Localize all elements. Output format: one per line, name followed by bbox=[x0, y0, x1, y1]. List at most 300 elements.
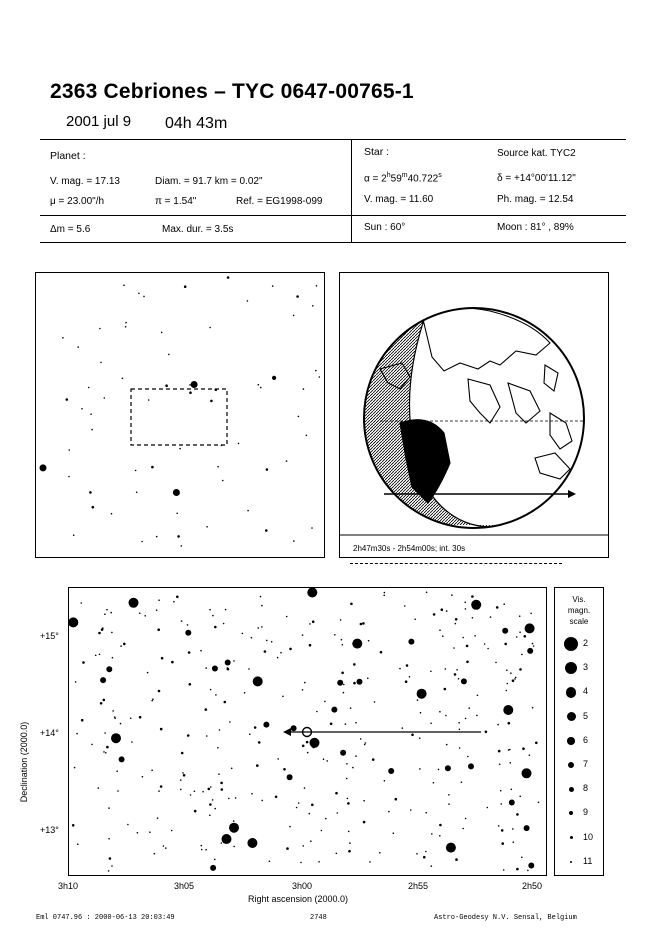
background-star bbox=[112, 657, 114, 659]
background-star bbox=[212, 615, 214, 617]
background-star bbox=[212, 799, 214, 801]
background-star bbox=[419, 768, 421, 770]
background-star bbox=[425, 812, 427, 814]
event-date: 2001 jul 9 bbox=[66, 113, 132, 130]
background-star bbox=[311, 804, 314, 807]
background-star bbox=[372, 758, 375, 761]
background-star bbox=[516, 813, 519, 816]
background-star bbox=[302, 845, 304, 847]
background-star bbox=[485, 731, 488, 734]
background-star bbox=[521, 654, 523, 656]
xtick-2h50: 2h50 bbox=[522, 881, 543, 891]
background-star bbox=[233, 846, 235, 848]
background-star bbox=[161, 657, 164, 660]
background-star bbox=[508, 749, 510, 751]
background-star bbox=[228, 798, 230, 800]
background-star bbox=[258, 741, 261, 744]
legend-title-3: scale bbox=[569, 617, 589, 626]
background-star bbox=[471, 764, 473, 766]
background-star bbox=[465, 718, 467, 720]
background-star bbox=[343, 692, 345, 694]
background-star bbox=[108, 807, 110, 809]
background-star bbox=[461, 781, 463, 783]
finder-chart-svg bbox=[36, 273, 324, 557]
background-star bbox=[331, 707, 337, 713]
legend-title-2: magn. bbox=[567, 606, 591, 615]
background-star bbox=[180, 779, 182, 781]
background-star bbox=[490, 616, 492, 618]
background-star bbox=[431, 865, 433, 867]
background-star bbox=[439, 824, 442, 827]
table-divider bbox=[351, 139, 352, 242]
declination-axis-label: Declination (2000.0) bbox=[19, 721, 29, 803]
background-star bbox=[484, 643, 486, 645]
ra-axis-label: Right ascension (2000.0) bbox=[248, 894, 349, 904]
background-star bbox=[503, 869, 505, 871]
background-star bbox=[120, 645, 122, 647]
background-star bbox=[144, 615, 146, 617]
background-star bbox=[271, 641, 273, 643]
background-star bbox=[462, 637, 464, 639]
background-star bbox=[249, 733, 251, 735]
background-star bbox=[306, 741, 309, 744]
background-star bbox=[405, 680, 408, 683]
background-star bbox=[467, 756, 469, 758]
background-star bbox=[346, 763, 348, 765]
legend-dot bbox=[567, 712, 576, 721]
legend-dot bbox=[570, 861, 572, 863]
background-star bbox=[265, 529, 268, 532]
background-star bbox=[350, 707, 352, 709]
background-star bbox=[69, 617, 78, 627]
background-star bbox=[102, 627, 104, 629]
background-star bbox=[98, 787, 100, 789]
background-star bbox=[430, 723, 432, 725]
background-star bbox=[293, 315, 295, 317]
background-star bbox=[444, 688, 447, 691]
background-star bbox=[380, 651, 383, 654]
background-star bbox=[214, 626, 217, 629]
background-star bbox=[532, 643, 534, 645]
background-star bbox=[530, 613, 532, 615]
xtick-2h55: 2h55 bbox=[408, 881, 429, 891]
background-star bbox=[441, 608, 444, 611]
background-star bbox=[325, 818, 327, 820]
background-star bbox=[221, 842, 223, 844]
background-star bbox=[448, 803, 450, 805]
background-star bbox=[200, 650, 202, 652]
background-star bbox=[163, 845, 165, 847]
background-star bbox=[287, 774, 293, 780]
background-star bbox=[104, 397, 106, 399]
background-star bbox=[189, 683, 192, 686]
background-star bbox=[318, 861, 320, 863]
star-chart bbox=[68, 587, 547, 876]
background-star bbox=[337, 812, 339, 814]
background-star bbox=[233, 660, 235, 662]
background-star bbox=[247, 300, 249, 302]
background-star bbox=[383, 595, 385, 597]
background-star bbox=[448, 794, 450, 796]
background-star bbox=[104, 613, 106, 615]
background-star bbox=[247, 510, 249, 512]
background-star bbox=[472, 617, 474, 619]
background-star bbox=[209, 609, 211, 611]
background-star bbox=[519, 668, 522, 671]
background-star bbox=[509, 800, 515, 806]
background-star bbox=[464, 602, 466, 604]
background-star bbox=[181, 545, 183, 547]
background-star bbox=[335, 792, 338, 795]
background-star bbox=[423, 856, 426, 859]
background-star bbox=[446, 610, 448, 612]
background-star bbox=[393, 832, 395, 834]
background-star bbox=[399, 668, 401, 670]
background-star bbox=[263, 722, 269, 728]
background-star bbox=[253, 676, 263, 686]
background-star bbox=[205, 667, 207, 669]
legend-dot bbox=[566, 687, 576, 697]
background-star bbox=[233, 820, 235, 822]
background-star bbox=[212, 666, 218, 672]
background-star bbox=[501, 842, 504, 845]
legend-label: 3 bbox=[583, 662, 589, 673]
background-star bbox=[286, 616, 288, 618]
star-heading: Star : bbox=[364, 146, 390, 158]
background-star bbox=[363, 821, 366, 824]
background-star bbox=[476, 715, 478, 717]
background-star bbox=[202, 791, 204, 793]
background-star bbox=[99, 654, 101, 656]
background-star bbox=[111, 513, 113, 515]
legend-dot bbox=[569, 811, 573, 815]
planet-vmag: V. mag. = 17.13 bbox=[50, 176, 120, 187]
background-star bbox=[408, 639, 414, 645]
background-star bbox=[510, 762, 512, 764]
background-star bbox=[158, 790, 160, 792]
background-star bbox=[346, 778, 348, 780]
planet-heading: Planet : bbox=[50, 150, 86, 162]
table-bottom-rule bbox=[40, 242, 626, 243]
background-star bbox=[90, 413, 92, 415]
background-star bbox=[311, 527, 313, 529]
background-star bbox=[342, 644, 344, 646]
background-star bbox=[340, 750, 346, 756]
background-star bbox=[139, 612, 141, 614]
background-star bbox=[498, 750, 501, 753]
background-star bbox=[350, 603, 353, 606]
footer-left: Eml 0747.96 : 2000-06-13 20:03:49 bbox=[36, 914, 175, 922]
background-star bbox=[349, 842, 351, 844]
background-star bbox=[201, 849, 203, 851]
legend-label: 11 bbox=[583, 855, 593, 866]
background-star bbox=[512, 828, 514, 830]
background-star bbox=[81, 408, 83, 410]
background-star bbox=[168, 354, 170, 356]
background-star bbox=[215, 694, 217, 696]
background-star bbox=[127, 824, 129, 826]
background-star bbox=[266, 468, 269, 471]
background-star bbox=[111, 632, 113, 634]
background-star bbox=[81, 602, 83, 604]
background-star bbox=[111, 865, 113, 867]
background-star bbox=[524, 635, 527, 638]
background-star bbox=[151, 466, 154, 469]
background-star bbox=[160, 728, 163, 731]
background-star bbox=[40, 464, 47, 471]
background-star bbox=[455, 623, 457, 625]
background-star bbox=[438, 769, 440, 771]
declination-axis-label-wrap bbox=[14, 702, 34, 822]
background-star bbox=[122, 378, 124, 380]
background-star bbox=[209, 815, 211, 817]
background-star bbox=[524, 825, 530, 831]
background-star bbox=[256, 764, 259, 767]
background-star bbox=[210, 786, 212, 788]
background-star bbox=[343, 684, 345, 686]
background-star bbox=[337, 680, 343, 686]
background-star bbox=[154, 853, 156, 855]
background-star bbox=[433, 613, 436, 616]
background-star bbox=[487, 807, 489, 809]
background-star bbox=[75, 681, 77, 683]
background-star bbox=[229, 823, 239, 833]
background-star bbox=[466, 661, 469, 664]
background-star bbox=[156, 536, 158, 538]
background-star bbox=[187, 734, 190, 737]
background-star bbox=[100, 677, 106, 683]
background-star bbox=[189, 384, 191, 386]
background-star bbox=[431, 833, 433, 835]
background-star bbox=[152, 698, 154, 700]
background-star bbox=[379, 852, 381, 854]
background-star bbox=[189, 391, 192, 394]
background-star bbox=[362, 622, 365, 625]
background-star bbox=[261, 800, 263, 802]
background-star bbox=[353, 663, 356, 666]
background-star bbox=[307, 588, 317, 598]
background-star bbox=[191, 381, 198, 388]
background-star bbox=[266, 640, 268, 642]
background-star bbox=[461, 678, 467, 684]
background-star bbox=[139, 716, 142, 719]
background-star bbox=[149, 831, 151, 833]
sun-elongation: Sun : 60° bbox=[364, 222, 406, 233]
background-star bbox=[261, 605, 263, 607]
background-star bbox=[251, 793, 253, 795]
background-star bbox=[304, 682, 306, 684]
background-star bbox=[214, 808, 216, 810]
background-star bbox=[312, 620, 315, 623]
background-star bbox=[533, 645, 535, 647]
background-star bbox=[298, 802, 300, 804]
background-star bbox=[181, 752, 184, 755]
background-star bbox=[206, 735, 208, 737]
background-star bbox=[261, 626, 263, 628]
background-star bbox=[173, 601, 175, 603]
background-star bbox=[180, 789, 182, 791]
background-star bbox=[345, 723, 347, 725]
background-star bbox=[511, 789, 513, 791]
background-star bbox=[352, 639, 362, 649]
background-star bbox=[171, 830, 173, 832]
background-star bbox=[296, 807, 298, 809]
background-star bbox=[68, 449, 70, 451]
legend-label: 10 bbox=[583, 831, 594, 842]
background-star bbox=[360, 623, 363, 626]
background-star bbox=[419, 737, 421, 739]
background-star bbox=[323, 758, 325, 760]
legend-label: 8 bbox=[583, 783, 589, 794]
background-star bbox=[131, 741, 133, 743]
legend-dot bbox=[567, 737, 575, 745]
background-star bbox=[142, 776, 144, 778]
background-star bbox=[455, 858, 458, 861]
background-star bbox=[151, 700, 153, 702]
ytick-15: +15° bbox=[40, 631, 59, 641]
background-star bbox=[165, 847, 167, 849]
planet-mu: μ = 23.00"/h bbox=[50, 196, 105, 207]
background-star bbox=[218, 773, 220, 775]
background-star bbox=[289, 826, 291, 828]
background-star bbox=[201, 845, 203, 847]
background-star bbox=[129, 598, 139, 608]
star-vmag: V. mag. = 11.60 bbox=[364, 194, 434, 205]
background-star bbox=[355, 722, 357, 724]
background-star bbox=[363, 800, 365, 802]
background-star bbox=[109, 857, 112, 860]
background-star bbox=[477, 695, 479, 697]
background-star bbox=[532, 707, 534, 709]
legend-label: 9 bbox=[583, 807, 589, 818]
background-star bbox=[503, 603, 505, 605]
background-star bbox=[211, 867, 214, 870]
background-star bbox=[369, 861, 371, 863]
background-star bbox=[103, 751, 105, 753]
background-star bbox=[468, 763, 474, 769]
legend-label: 6 bbox=[583, 734, 589, 745]
background-star bbox=[210, 400, 213, 403]
background-star bbox=[77, 346, 79, 348]
background-star bbox=[286, 847, 289, 850]
background-star bbox=[442, 635, 444, 637]
background-star bbox=[406, 664, 409, 667]
background-star bbox=[357, 679, 363, 685]
background-star bbox=[312, 305, 314, 307]
background-star bbox=[106, 609, 108, 611]
background-star bbox=[219, 729, 221, 731]
background-star bbox=[98, 632, 101, 635]
background-star bbox=[462, 828, 464, 830]
star-source-catalog: Source kat. TYC2 bbox=[497, 148, 576, 159]
background-star bbox=[136, 492, 138, 494]
background-star bbox=[112, 710, 114, 712]
background-star bbox=[365, 742, 367, 744]
background-star bbox=[341, 672, 344, 675]
background-star bbox=[73, 534, 75, 536]
background-star bbox=[217, 466, 219, 468]
background-star bbox=[458, 678, 460, 680]
background-star bbox=[446, 744, 448, 746]
background-star bbox=[185, 630, 191, 636]
background-star bbox=[231, 768, 233, 770]
background-star bbox=[528, 863, 534, 869]
background-star bbox=[433, 782, 435, 784]
background-star bbox=[309, 644, 312, 647]
background-star bbox=[214, 859, 216, 861]
globe-caption: 2h47m30s - 2h54m00s; int. 30s bbox=[353, 544, 466, 553]
background-star bbox=[108, 838, 110, 840]
background-star bbox=[516, 636, 518, 638]
background-star bbox=[176, 513, 178, 515]
background-star bbox=[254, 726, 257, 729]
background-star bbox=[487, 648, 489, 650]
background-star bbox=[471, 600, 481, 610]
background-star bbox=[334, 634, 336, 636]
background-star bbox=[404, 605, 406, 607]
background-star bbox=[384, 780, 386, 782]
background-star bbox=[417, 699, 419, 701]
background-star bbox=[293, 540, 295, 542]
ytick-14: +14° bbox=[40, 728, 59, 738]
finder-chart bbox=[35, 272, 325, 558]
background-star bbox=[62, 337, 64, 339]
background-star bbox=[289, 648, 292, 651]
background-star bbox=[157, 628, 160, 631]
background-star bbox=[419, 692, 421, 694]
background-star bbox=[210, 689, 212, 691]
background-star bbox=[91, 744, 93, 746]
background-star bbox=[510, 672, 512, 674]
background-star bbox=[238, 443, 240, 445]
shadow-path-arrow bbox=[568, 490, 576, 498]
background-star bbox=[264, 650, 267, 653]
background-star bbox=[205, 849, 207, 851]
background-star bbox=[439, 629, 441, 631]
background-star bbox=[409, 676, 411, 678]
background-star bbox=[275, 796, 278, 799]
background-star bbox=[135, 470, 137, 472]
background-star bbox=[420, 712, 422, 714]
background-star bbox=[104, 732, 106, 734]
background-star bbox=[176, 596, 179, 599]
background-star bbox=[179, 448, 181, 450]
background-star bbox=[341, 639, 343, 641]
background-star bbox=[425, 851, 427, 853]
xtick-3h00: 3h00 bbox=[292, 881, 313, 891]
planet-ref: Ref. = EG1998-099 bbox=[236, 196, 323, 207]
background-star bbox=[426, 592, 428, 594]
background-star bbox=[72, 824, 75, 827]
table-mid-rule bbox=[40, 215, 626, 216]
background-star bbox=[148, 399, 150, 401]
background-star bbox=[456, 669, 458, 671]
background-star bbox=[222, 480, 224, 482]
background-star bbox=[92, 506, 95, 509]
xtick-3h05: 3h05 bbox=[174, 881, 195, 891]
background-star bbox=[374, 701, 376, 703]
background-star bbox=[465, 608, 467, 610]
background-star bbox=[224, 701, 227, 704]
background-star bbox=[272, 285, 274, 287]
background-star bbox=[411, 734, 414, 737]
background-star bbox=[384, 592, 386, 594]
background-star bbox=[504, 643, 507, 646]
background-star bbox=[248, 668, 250, 670]
planet-diam: Diam. = 91.7 km = 0.02" bbox=[155, 176, 263, 187]
background-star bbox=[459, 747, 461, 749]
background-star bbox=[465, 818, 467, 820]
